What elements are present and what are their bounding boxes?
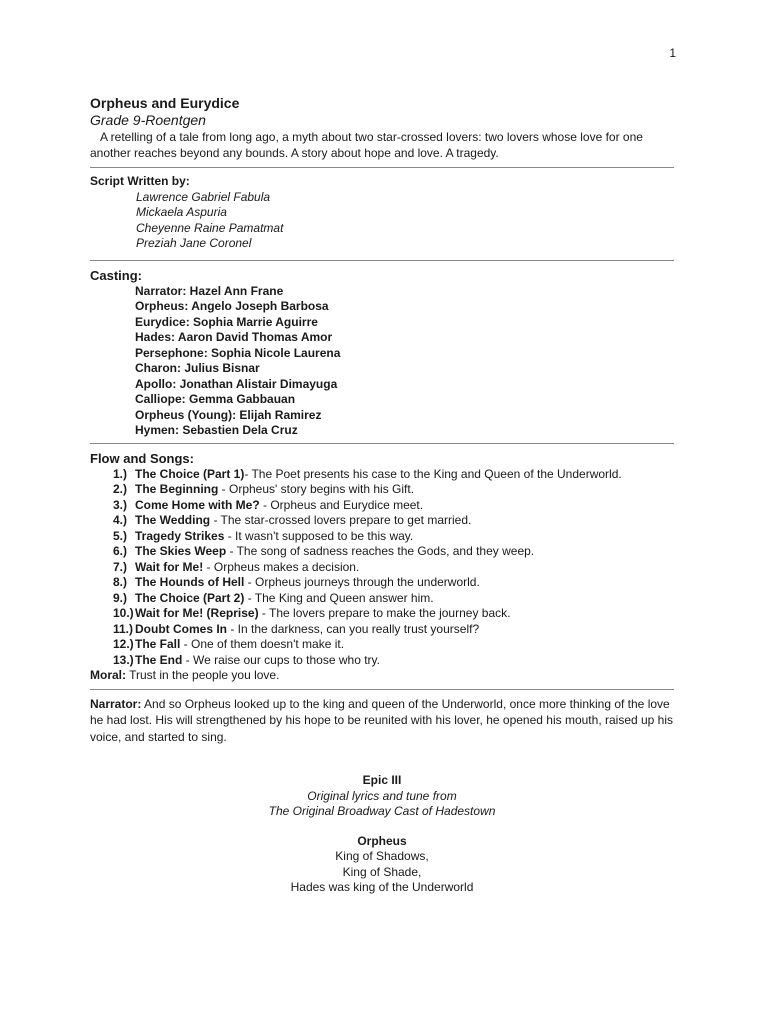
song-credit: Original lyrics and tune from xyxy=(307,788,457,803)
lyric-line: King of Shade, xyxy=(342,864,422,879)
writer-name: Mickaela Aspuria xyxy=(136,205,227,219)
song-description: - It wasn't supposed to be this way. xyxy=(224,528,414,543)
song-name: Doubt Comes In xyxy=(135,621,227,636)
song-description: - The song of sadness reaches the Gods, and they weep. xyxy=(226,544,535,558)
song-item xyxy=(113,622,674,638)
song-name: Come Home with Me? xyxy=(135,497,260,512)
song-item xyxy=(113,529,674,545)
song-name: The Beginning xyxy=(135,482,219,496)
moral-text: Trust in the people you love. xyxy=(126,668,280,682)
song-name: The Choice (Part 2) xyxy=(135,590,245,605)
song-name: Wait for Me! (Reprise) xyxy=(135,606,259,620)
song-description: - The King and Queen answer him. xyxy=(244,590,434,605)
song-number: 4.) xyxy=(113,513,128,527)
page-number: 1 xyxy=(669,46,676,60)
writer-name: Preziah Jane Coronel xyxy=(136,236,252,250)
song-item xyxy=(113,653,674,669)
song-number: 12.) xyxy=(113,637,134,651)
writers-list xyxy=(136,190,674,252)
song-description: - The lovers prepare to make the journey back. xyxy=(258,606,511,620)
character-name: Orpheus xyxy=(357,833,407,848)
document-title: Orpheus and Eurydice xyxy=(90,95,240,111)
song-description: - The star-crossed lovers prepare to get married. xyxy=(210,513,472,527)
song-title: Epic III xyxy=(362,773,402,787)
song-name: The End xyxy=(135,652,183,667)
song-number: 3.) xyxy=(113,497,128,512)
script-heading: Script Written by: xyxy=(90,174,190,188)
song-credit: The Original Broadway Cast of Hadestown xyxy=(268,804,496,818)
divider xyxy=(90,689,674,690)
song-number: 1.) xyxy=(113,466,128,481)
flow-heading: Flow and Songs: xyxy=(90,450,194,466)
cast-member: Charon: Julius Bisnar xyxy=(135,361,260,375)
divider xyxy=(90,260,674,261)
song-list xyxy=(113,467,674,669)
lyric-line: Hades was king of the Underworld xyxy=(290,880,474,894)
writer-name: Cheyenne Raine Pamatmat xyxy=(136,220,284,235)
moral-line xyxy=(90,668,674,684)
cast-member: Eurydice: Sophia Marrie Aguirre xyxy=(135,314,318,329)
moral-label: Moral: xyxy=(90,668,126,682)
lyric-line: King of Shadows, xyxy=(335,849,429,863)
cast-member: Hades: Aaron David Thomas Amor xyxy=(135,330,333,344)
song-number: 7.) xyxy=(113,559,128,574)
narrator-paragraph xyxy=(90,696,674,746)
song-item xyxy=(113,498,674,514)
song-item xyxy=(113,467,674,483)
song-name: Wait for Me! xyxy=(135,559,204,574)
song-description: - Orpheus and Eurydice meet. xyxy=(259,497,424,512)
song-item xyxy=(113,591,674,607)
cast-member: Orpheus (Young): Elijah Ramirez xyxy=(135,407,322,422)
divider xyxy=(90,443,674,444)
song-number: 13.) xyxy=(113,652,134,667)
song-item xyxy=(113,637,674,653)
song-item xyxy=(113,606,674,622)
song-item xyxy=(113,560,674,576)
writer-name: Lawrence Gabriel Fabula xyxy=(136,189,271,204)
song-item xyxy=(113,482,674,498)
song-description: - Orpheus journeys through the underworld. xyxy=(244,575,480,589)
song-item xyxy=(113,513,674,529)
cast-member: Persephone: Sophia Nicole Laurena xyxy=(135,345,341,360)
song-description: - One of them doesn't make it. xyxy=(180,637,345,651)
song-name: The Fall xyxy=(135,637,181,651)
divider xyxy=(90,167,674,168)
narrator-label: Narrator: xyxy=(90,696,142,711)
casting-heading: Casting: xyxy=(90,267,142,283)
song-description: - Orpheus makes a decision. xyxy=(203,559,360,574)
song-description: - The Poet presents his case to the King and Queen of the Underworld. xyxy=(244,466,622,481)
song-number: 5.) xyxy=(113,528,128,543)
cast-member: Apollo: Jonathan Alistair Dimayuga xyxy=(135,376,338,391)
song-name: The Hounds of Hell xyxy=(135,575,245,589)
song-item xyxy=(113,544,674,560)
song-item xyxy=(113,575,674,591)
song-description: - Orpheus' story begins with his Gift. xyxy=(218,482,415,496)
song-name: Tragedy Strikes xyxy=(135,528,225,543)
cast-member: Orpheus: Angelo Joseph Barbosa xyxy=(135,299,329,313)
song-number: 10.) xyxy=(113,606,134,620)
song-number: 9.) xyxy=(113,590,128,605)
cast-member: Hymen: Sebastien Dela Cruz xyxy=(135,423,298,437)
document-subtitle: Grade 9-Roentgen xyxy=(90,112,206,128)
song-number: 8.) xyxy=(113,575,128,589)
cast-member: Calliope: Gemma Gabbauan xyxy=(135,392,296,406)
song-description: - In the darkness, can you really trust yourself? xyxy=(227,621,480,636)
document-body xyxy=(90,94,674,896)
song-description: - We raise our cups to those who try. xyxy=(182,652,380,667)
song-number: 11.) xyxy=(113,621,134,636)
song-number: 6.) xyxy=(113,544,128,558)
song-name: The Wedding xyxy=(135,513,211,527)
cast-list xyxy=(135,284,674,439)
song-name: The Skies Weep xyxy=(135,544,227,558)
song-number: 2.) xyxy=(113,482,128,496)
narrator-text: And so Orpheus looked up to the king and queen of the Underworld, once more thinking of the love he had lost. His will strengthened by his hope to be reunited with his lover, he opened his mouth, raised up his voice, and started to sing. xyxy=(90,696,674,744)
song-name: The Choice (Part 1) xyxy=(135,466,245,481)
cast-member: Narrator: Hazel Ann Frane xyxy=(135,283,284,298)
intro-paragraph: A retelling of a tale from long ago, a myth about two star-crossed lovers: two lovers whose love for one another reaches beyond any bounds. A story about hope and love. A tragedy. xyxy=(90,130,643,160)
